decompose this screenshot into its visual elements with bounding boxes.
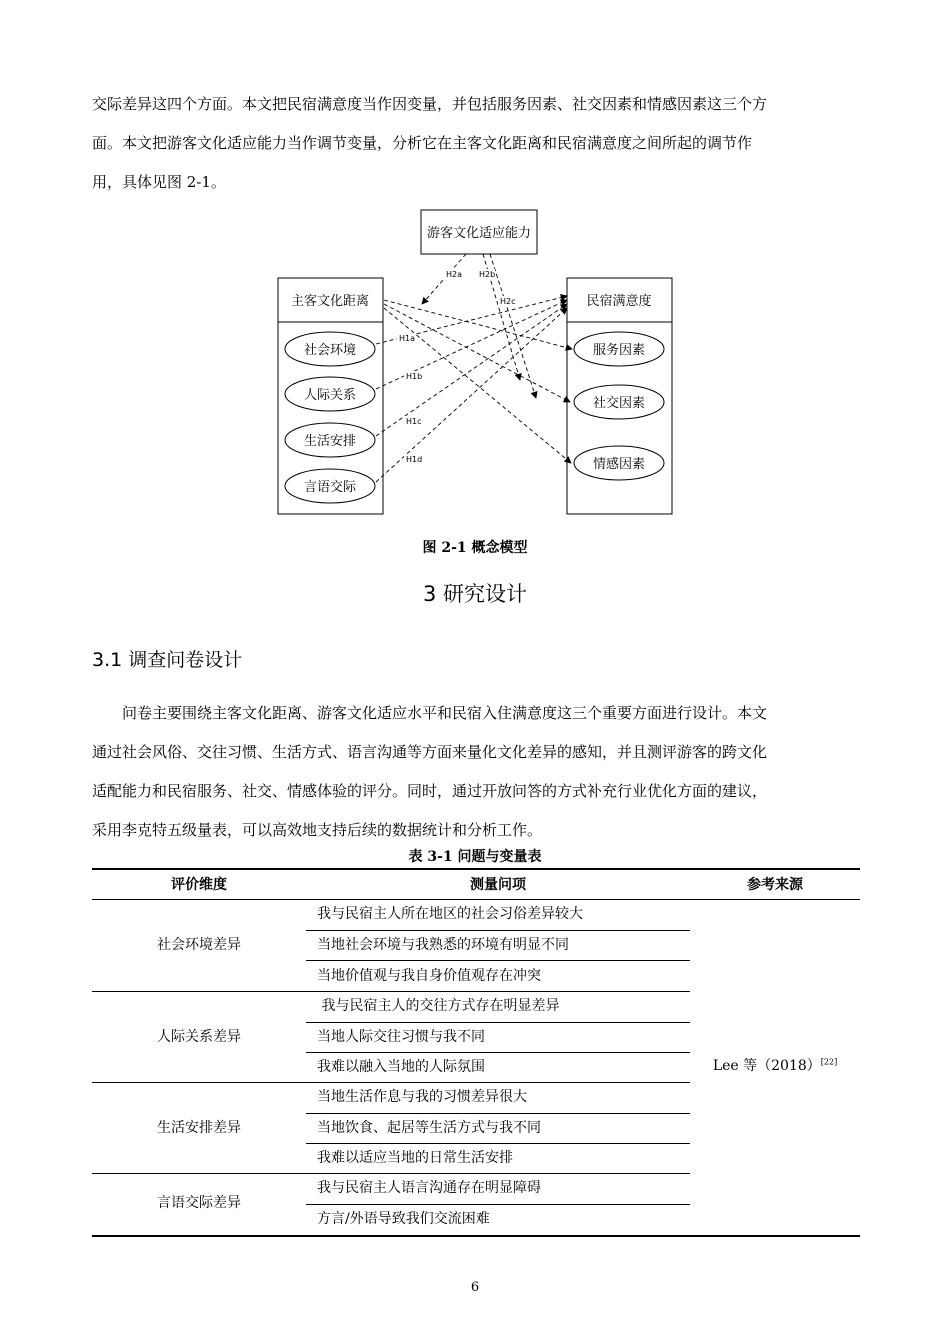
h1a-label: H1a — [399, 334, 416, 343]
h1c-label: H1c — [406, 417, 422, 426]
h1d-label: H1d — [406, 455, 423, 464]
table-header: 评价维度 — [171, 877, 227, 893]
dimension-cell: 言语交际差异 — [157, 1195, 241, 1211]
variables-table — [92, 868, 860, 1237]
h1b-label: H1b — [406, 372, 423, 381]
dimension-cell: 生活安排差异 — [157, 1120, 241, 1136]
right-header: 民宿满意度 — [586, 294, 652, 309]
item-cell: 方言/外语导致我们交流困难 — [317, 1211, 490, 1227]
path-arrow — [384, 304, 570, 402]
left-header: 主客文化距离 — [290, 294, 370, 309]
concept-model-diagram — [276, 208, 676, 518]
body-paragraph — [92, 694, 860, 850]
source-cell — [690, 1055, 860, 1075]
right-item-label: 情感因素 — [592, 457, 646, 472]
path-arrow — [384, 308, 571, 463]
figure-caption: 图 2-1 概念模型 — [422, 540, 528, 556]
intro-line: 交际差异这四个方面。本文把民宿满意度当作因变量，并包括服务因素、社交因素和情感因素这三个方 — [92, 95, 768, 113]
intro-paragraph — [92, 85, 860, 202]
table-header: 测量问项 — [470, 877, 526, 893]
item-cell: 我与民宿主人所在地区的社会习俗差异较大 — [317, 906, 583, 922]
h2c-label: H2c — [500, 297, 516, 306]
item-cell: 当地社会环境与我熟悉的环境有明显不同 — [317, 937, 569, 953]
table-caption: 表 3-1 问题与变量表 — [408, 849, 542, 865]
citation-ref: [22] — [820, 1057, 838, 1067]
item-cell: 当地人际交往习惯与我不同 — [317, 1029, 485, 1045]
intro-line: 用，具体见图 2-1。 — [92, 173, 226, 191]
right-item-label: 服务因素 — [592, 343, 646, 358]
body-line: 问卷主要围绕主客文化距离、游客文化适应水平和民宿入住满意度这三个重要方面进行设计。本文 — [122, 704, 768, 722]
item-cell: 当地生活作息与我的习惯差异很大 — [317, 1089, 527, 1105]
h2c-arrow — [490, 254, 536, 398]
h2b-label: H2b — [479, 270, 496, 279]
left-item-label: 生活安排 — [303, 434, 357, 449]
item-cell: 当地饮食、起居等生活方式与我不同 — [317, 1120, 541, 1136]
source-text: Lee 等（2018） — [712, 1058, 821, 1074]
moderator-label: 游客文化适应能力 — [426, 226, 532, 241]
item-cell: 我与民宿主人语言沟通存在明显障碍 — [317, 1180, 541, 1196]
table-header: 参考来源 — [747, 877, 803, 893]
left-item-label: 人际关系 — [303, 388, 357, 403]
subsection-title: 3.1 调查问卷设计 — [92, 649, 243, 671]
body-line: 适配能力和民宿服务、社交、情感体验的评分。同时，通过开放问答的方式补充行业优化方面的建议， — [92, 782, 768, 800]
item-cell: 我难以适应当地的日常生活安排 — [317, 1150, 513, 1166]
right-item-label: 社交因素 — [592, 396, 646, 411]
page-number: 6 — [470, 1280, 480, 1295]
item-cell: 当地价值观与我自身价值观存在冲突 — [317, 968, 541, 984]
left-item-label: 言语交际 — [303, 480, 357, 495]
item-cell: 我与民宿主人的交往方式存在明显差异 — [317, 998, 560, 1014]
item-cell: 我难以融入当地的人际氛围 — [317, 1059, 485, 1075]
body-line: 采用李克特五级量表，可以高效地支持后续的数据统计和分析工作。 — [92, 821, 543, 839]
left-item-label: 社会环境 — [303, 343, 357, 358]
h2a-label: H2a — [446, 270, 463, 279]
dimension-cell: 人际关系差异 — [157, 1029, 241, 1045]
intro-line: 面。本文把游客文化适应能力当作调节变量，分析它在主客文化距离和民宿满意度之间所起的调节作 — [92, 134, 753, 152]
dimension-cell: 社会环境差异 — [157, 937, 241, 953]
section-title: 3 研究设计 — [422, 582, 528, 606]
body-line: 通过社会风俗、交往习惯、生活方式、语言沟通等方面来量化文化差异的感知，并且测评游客的跨文化 — [92, 743, 768, 761]
